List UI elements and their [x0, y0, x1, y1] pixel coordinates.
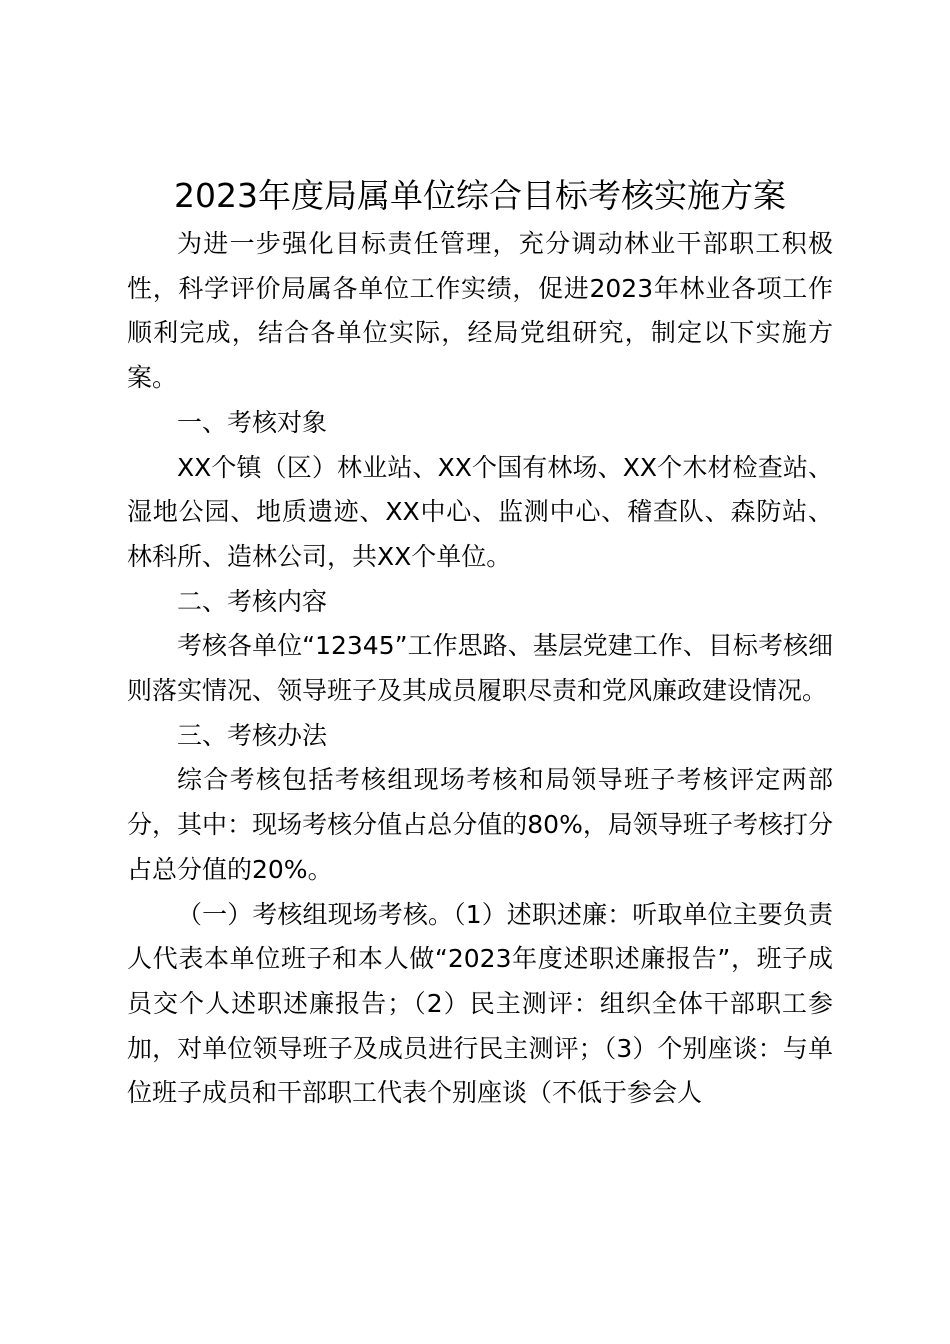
document-title: 2023年度局属单位综合目标考核实施方案 — [174, 176, 786, 215]
intro-paragraph: 为进一步强化目标责任管理，充分调动林业干部职工积极性，科学评价局属各单位工作实绩，促进2023年林业各项工作顺利完成，结合各单位实际，经局党组研究，制定以下实施方案。 — [127, 229, 833, 393]
subsection-onsite-assessment: （一）考核组现场考核。（1）述职述廉：听取单位主要负责人代表本单位班子和本人做“2023年度述职述廉报告”，班子成员交个人述职述廉报告；（2）民主测评：组织全体干部职工参加，对单位领导班子及成员进行民主测评；（3）个别座谈：与单位班子成员和干部职工代表个别座谈（不低于参会人 — [127, 899, 833, 1108]
section-body-assessment-targets: XX个镇（区）林业站、XX个国有林场、XX个木材检查站、湿地公园、地质遗迹、XX中心、监测中心、稽查队、森防站、林科所、造林公司，共XX个单位。 — [127, 452, 833, 571]
section-body-assessment-method: 综合考核包括考核组现场考核和局领导班子考核评定两部分，其中：现场考核分值占总分值的80%，局领导班子考核打分占总分值的20%。 — [127, 765, 833, 884]
section-heading-assessment-content: 二、考核内容 — [177, 586, 328, 616]
document-page — [127, 170, 833, 1116]
section-body-assessment-content: 考核各单位“12345”工作思路、基层党建工作、目标考核细则落实情况、领导班子及其成员履职尽责和党风廉政建设情况。 — [127, 631, 833, 706]
section-heading-assessment-targets: 一、考核对象 — [177, 407, 328, 437]
section-heading-assessment-method: 三、考核办法 — [177, 720, 328, 750]
